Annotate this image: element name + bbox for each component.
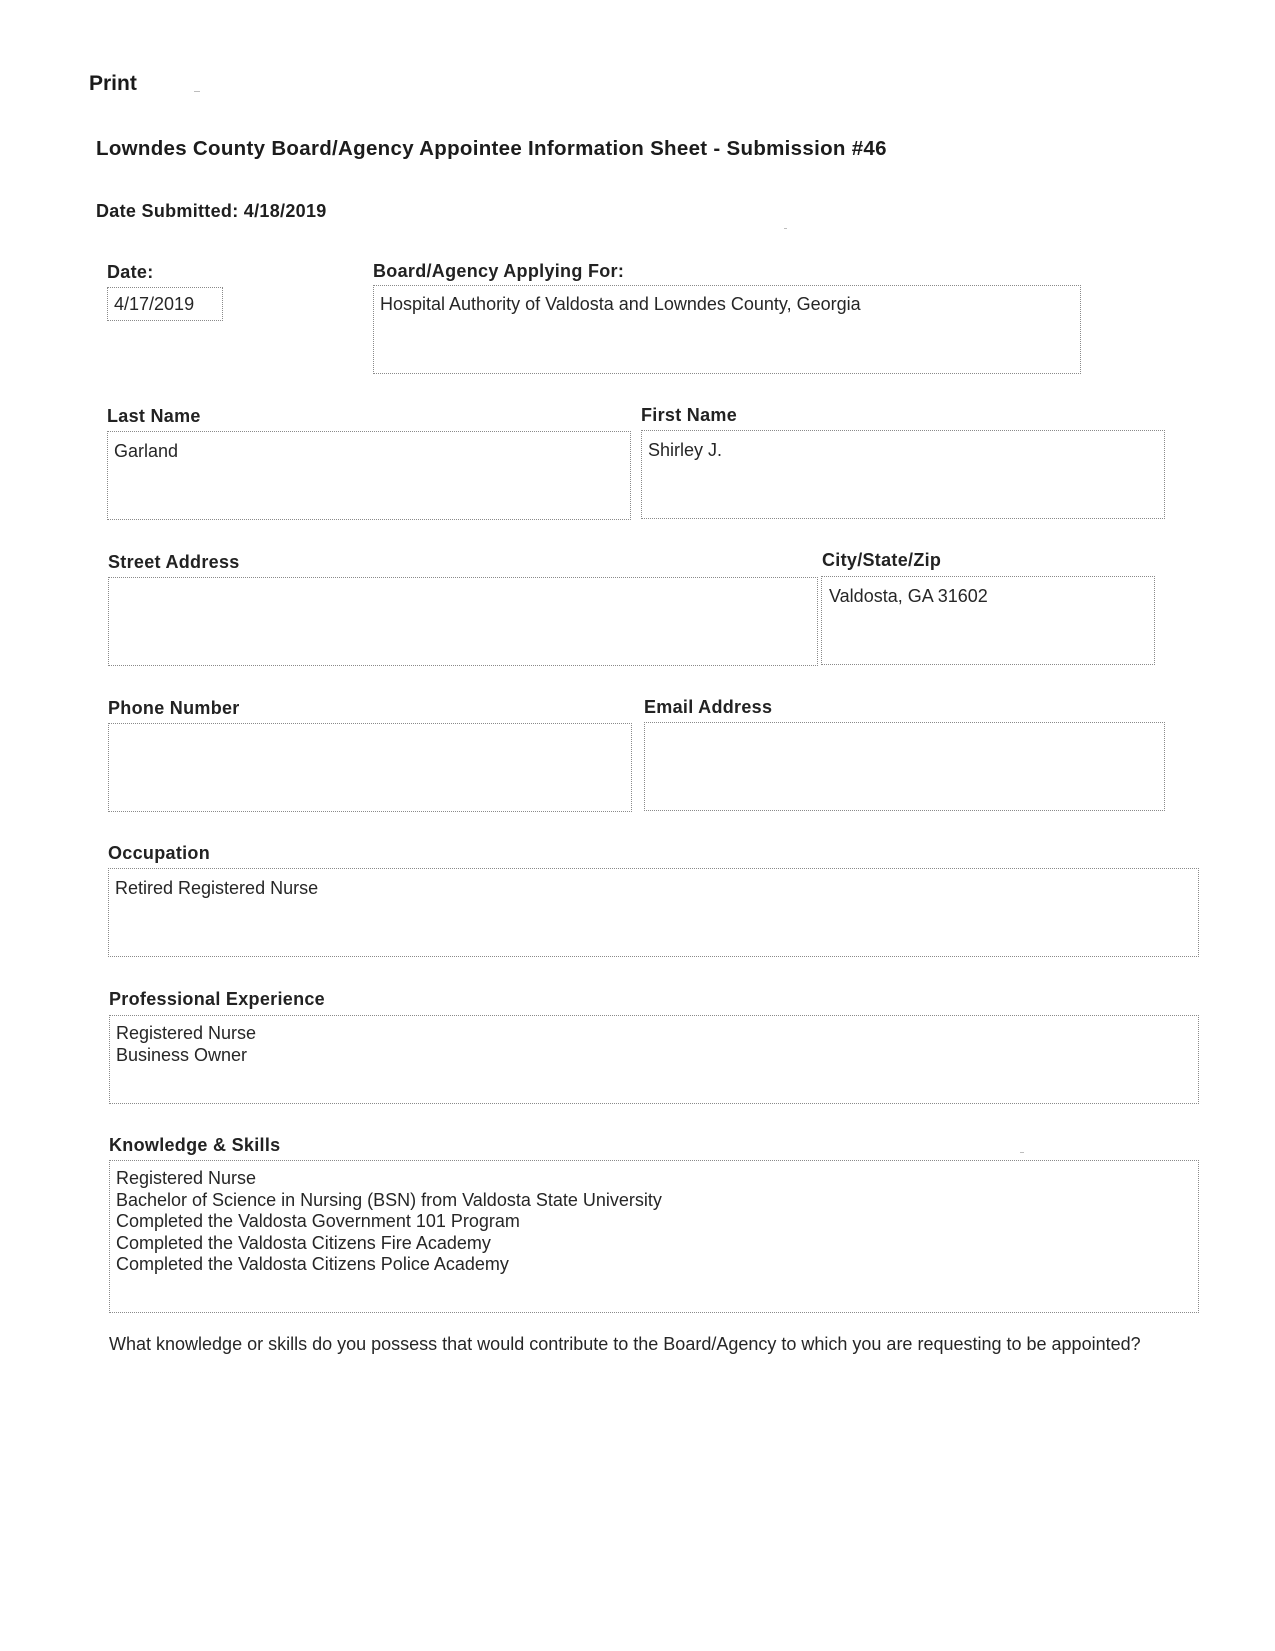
occupation-field[interactable]: Retired Registered Nurse [108, 868, 1199, 957]
date-label: Date: [107, 262, 154, 282]
occupation-label: Occupation [108, 843, 211, 863]
knowledge-skills-field[interactable]: Registered Nurse Bachelor of Science in Nursing (BSN) from Valdosta State University Completed the Valdosta Government 101 Program Completed the Valdosta Citizens Fire Academy Completed the Valdosta Citizens Police Academy [109, 1160, 1199, 1313]
scan-speck [784, 228, 787, 229]
email-address-field[interactable] [644, 722, 1165, 811]
board-agency-label: Board/Agency Applying For: [373, 261, 625, 281]
professional-experience-field[interactable]: Registered Nurse Business Owner [109, 1015, 1199, 1104]
last-name-label: Last Name [107, 406, 201, 426]
street-address-label: Street Address [108, 552, 240, 572]
print-link[interactable]: Print [89, 72, 137, 95]
scan-speck [1020, 1152, 1024, 1153]
street-address-field[interactable] [108, 577, 818, 666]
city-state-zip-field[interactable]: Valdosta, GA 31602 [821, 576, 1155, 665]
page-title: Lowndes County Board/Agency Appointee Information Sheet - Submission #46 [96, 137, 887, 160]
knowledge-skills-label: Knowledge & Skills [109, 1135, 281, 1155]
first-name-field[interactable]: Shirley J. [641, 430, 1165, 519]
city-state-zip-label: City/State/Zip [822, 550, 942, 570]
last-name-field[interactable]: Garland [107, 431, 631, 520]
first-name-label: First Name [641, 405, 738, 425]
phone-number-field[interactable] [108, 723, 632, 812]
phone-number-label: Phone Number [108, 698, 240, 718]
knowledge-skills-help-text: What knowledge or skills do you possess that would contribute to the Board/Agency to which you are requesting to be appointed? [109, 1334, 1141, 1354]
date-submitted: Date Submitted: 4/18/2019 [96, 201, 327, 221]
professional-experience-label: Professional Experience [109, 989, 325, 1009]
date-field[interactable]: 4/17/2019 [107, 287, 223, 321]
scan-speck [194, 91, 200, 92]
board-agency-field[interactable]: Hospital Authority of Valdosta and Lowndes County, Georgia [373, 285, 1081, 374]
email-address-label: Email Address [644, 697, 773, 717]
